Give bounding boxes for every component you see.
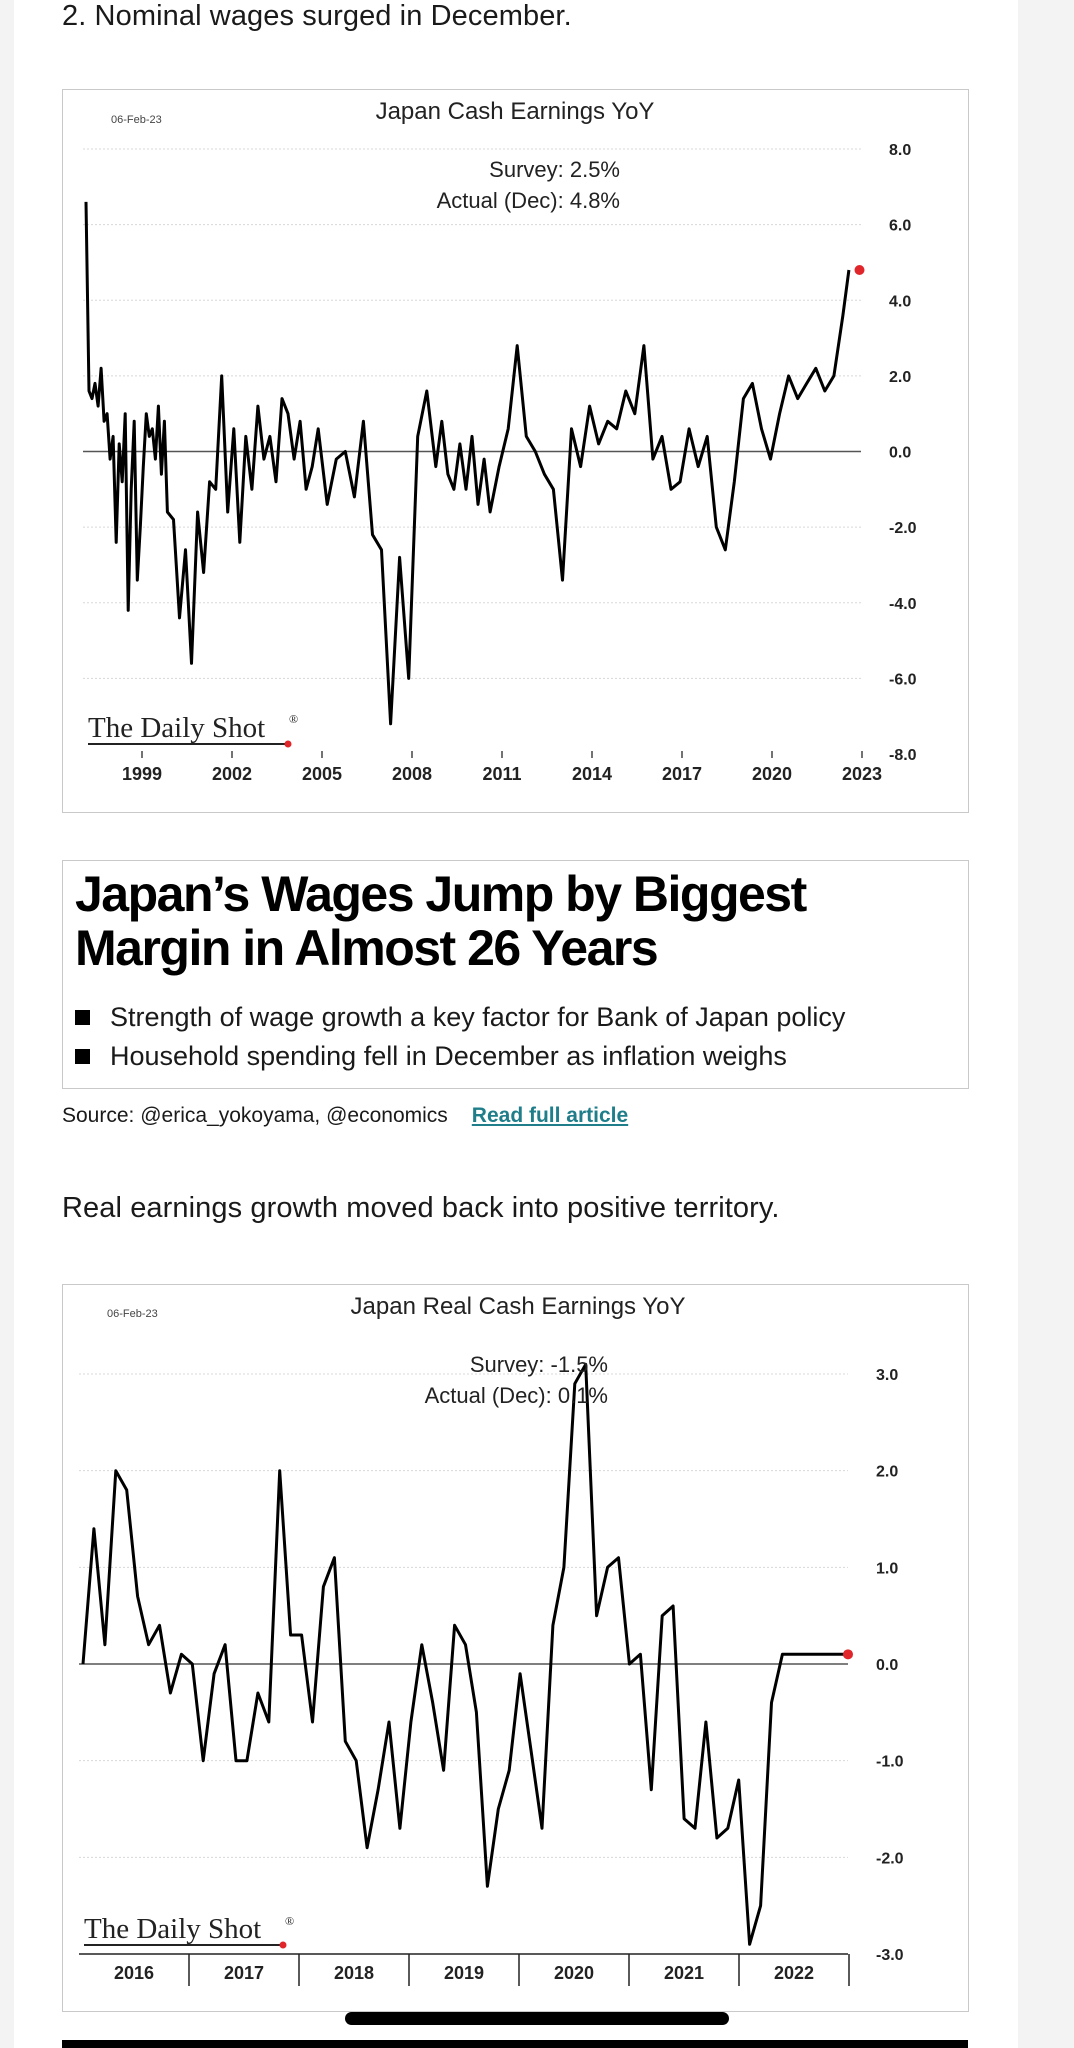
chart-1-y-axis	[889, 142, 917, 764]
x-tick-label: 2021	[663, 1963, 705, 1983]
chart-1-brand: The Daily Shot	[88, 712, 266, 744]
bottom-bar	[62, 2040, 968, 2048]
chart-2-series-line	[83, 1364, 848, 1944]
news-bullet-text: Strength of wage growth a key factor for Bank of Japan policy	[110, 1002, 846, 1032]
chart-2-x-axis	[79, 1954, 849, 1986]
chart-2-brand-logo	[84, 1913, 294, 1949]
y-tick-label: -2.0	[889, 520, 917, 538]
chart-2-title: Japan Real Cash Earnings YoY	[350, 1293, 686, 1320]
chart-1-title: Japan Cash Earnings YoY	[375, 98, 655, 125]
x-tick-label: 2020	[751, 764, 793, 784]
home-indicator[interactable]	[345, 2012, 729, 2025]
chart-2	[63, 1285, 968, 2011]
y-tick-label: 3.0	[876, 1367, 899, 1384]
x-tick-label: 2011	[482, 764, 522, 784]
y-tick-label: 2.0	[889, 368, 912, 386]
y-tick-label: 8.0	[889, 142, 912, 159]
news-bullet-text: Household spending fell in December as inflation weighs	[110, 1041, 787, 1071]
news-headline: Japan’s Wages Jump by Biggest Margin in Almost 26 Years	[75, 866, 806, 976]
real-earnings-text: Real earnings growth moved back into positive territory.	[62, 1192, 780, 1224]
y-tick-label: -6.0	[889, 671, 917, 689]
x-tick-label: 2017	[223, 1963, 265, 1983]
chart-2-highlight-point	[843, 1649, 853, 1659]
x-tick-label: 2008	[391, 764, 433, 784]
y-tick-label: 4.0	[889, 293, 912, 311]
x-tick-label: 2022	[773, 1963, 815, 1983]
chart-2-gridlines	[79, 1374, 848, 1857]
y-tick-label: 0.0	[889, 444, 912, 462]
chart-1	[63, 90, 968, 812]
x-tick-label: 2016	[113, 1963, 155, 1983]
x-tick-label: 2002	[211, 764, 253, 784]
chart-2-brand: The Daily Shot	[84, 1913, 262, 1945]
chart-1-frame	[62, 89, 969, 813]
chart-2-actual: Actual (Dec): 0.1%	[424, 1383, 608, 1408]
chart-1-brand-mark: ®	[289, 712, 299, 726]
x-tick-label: 2019	[443, 1963, 485, 1983]
chart-2-survey: Survey: -1.5%	[469, 1352, 608, 1377]
chart-1-actual: Actual (Dec): 4.8%	[436, 188, 620, 213]
y-tick-label: -3.0	[876, 1947, 904, 1964]
y-tick-label: 0.0	[876, 1657, 899, 1674]
y-tick-label: -4.0	[889, 595, 917, 613]
y-tick-label: 2.0	[876, 1463, 899, 1481]
x-tick-label: 2023	[841, 764, 883, 784]
intro-text: 2. Nominal wages surged in December.	[62, 0, 572, 32]
x-tick-label: 1999	[121, 764, 163, 784]
bullet-square-icon	[75, 1049, 90, 1064]
chart-2-frame	[62, 1284, 969, 2012]
x-tick-label: 2005	[301, 764, 343, 784]
news-bullet	[75, 998, 845, 1037]
x-tick-label: 2018	[333, 1963, 375, 1983]
chart-1-series-line	[86, 202, 849, 724]
news-bullets	[75, 998, 845, 1076]
bullet-square-icon	[75, 1010, 90, 1025]
source-text: Source: @erica_yokoyama, @economics	[62, 1104, 448, 1127]
y-tick-label: -8.0	[889, 747, 917, 764]
chart-2-brand-mark: ®	[285, 1914, 295, 1928]
x-tick-label: 2014	[571, 764, 613, 784]
x-tick-label: 2020	[553, 1963, 595, 1983]
news-card[interactable]	[62, 860, 969, 1089]
right-gutter	[1018, 0, 1074, 2048]
chart-1-survey: Survey: 2.5%	[489, 157, 620, 182]
chart-1-brand-logo	[88, 712, 298, 748]
x-tick-label: 2017	[661, 764, 703, 784]
y-tick-label: 6.0	[889, 217, 912, 235]
left-gutter	[0, 0, 14, 2048]
chart-1-gridlines	[83, 149, 861, 678]
read-full-article-link[interactable]: Read full article	[471, 1104, 629, 1127]
y-tick-label: 1.0	[876, 1560, 899, 1578]
chart-1-date: 06-Feb-23	[111, 114, 162, 126]
source-line	[62, 1104, 628, 1128]
y-tick-label: -2.0	[876, 1850, 904, 1868]
y-tick-label: -1.0	[876, 1753, 904, 1771]
chart-1-x-axis	[122, 751, 882, 784]
chart-1-highlight-point	[854, 265, 864, 275]
news-bullet	[75, 1037, 845, 1076]
chart-2-y-axis	[876, 1367, 904, 1964]
chart-2-date: 06-Feb-23	[107, 1308, 158, 1320]
